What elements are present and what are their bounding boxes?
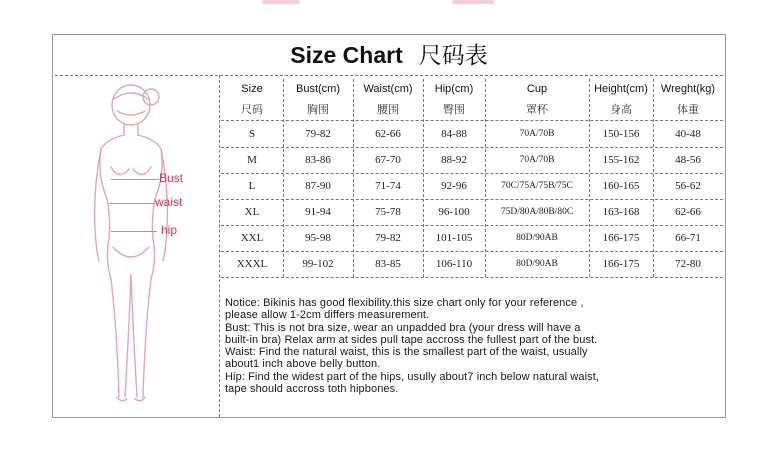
size-cell: L — [248, 180, 256, 192]
column-divider — [283, 79, 284, 277]
notes-line: Notice: Bikinis has good flexibility.this size chart only for your reference , — [225, 297, 584, 309]
table-cell: 79-82 — [375, 232, 401, 244]
table-cell: 56-62 — [675, 180, 701, 192]
bust-label: Bust — [159, 171, 184, 185]
table-cell: 101-105 — [435, 232, 473, 244]
column-subheader: 罩杯 — [526, 103, 548, 116]
column-divider — [423, 79, 424, 277]
table-cell: 163-168 — [602, 206, 640, 218]
table-cell: 71-74 — [375, 180, 401, 192]
notes-section — [225, 297, 723, 415]
table-cell: 96-100 — [438, 206, 470, 218]
table-cell: 106-110 — [435, 258, 473, 270]
size-cell: S — [248, 128, 256, 140]
table-cell: 83-85 — [375, 258, 401, 270]
size-cell: XXXL — [236, 258, 268, 270]
notes-line: please allow 1-2cm differs measurement. — [225, 309, 430, 322]
table-cell: 72-80 — [675, 258, 701, 270]
column-subheader: 尺码 — [241, 103, 263, 116]
title-chinese: 尺码表 — [418, 43, 488, 69]
notes-line: tape should accross toth hipbones. — [225, 383, 399, 396]
table-cell: 88-92 — [441, 154, 467, 166]
table-cell: 75D/80A/80B/80C — [500, 207, 574, 217]
table-cell: 79-82 — [305, 128, 331, 140]
table-cell: 99-102 — [302, 258, 334, 270]
table-cell: 166-175 — [602, 232, 640, 244]
table-cell: 155-162 — [602, 154, 640, 166]
column-divider — [485, 79, 486, 277]
size-cell: M — [247, 154, 257, 166]
table-cell: 80D/90AB — [516, 259, 558, 269]
column-subheader: 体重 — [677, 103, 699, 116]
table-cell: 62-66 — [675, 206, 701, 218]
notes-line: Hip: Find the widest part of the hips, usully about7 inch below natural waist, — [225, 370, 600, 383]
body-figure — [59, 79, 219, 409]
column-header: Cup — [526, 83, 548, 95]
table-cell: 83-86 — [305, 154, 331, 166]
table-cell: 70A/70B — [519, 155, 555, 165]
hip-guide-line — [111, 231, 157, 232]
table-cell: 87-90 — [305, 180, 331, 192]
column-header: Wreght(kg) — [660, 83, 716, 95]
column-subheader: 身高 — [610, 103, 632, 116]
column-divider — [589, 79, 590, 277]
column-divider — [653, 79, 654, 277]
column-header: Size — [241, 83, 263, 95]
page-title — [53, 37, 725, 73]
column-subheader: 臀围 — [443, 103, 465, 116]
size-cell: XXL — [240, 232, 264, 244]
column-subheader: 胸围 — [307, 103, 329, 116]
table-cell: 62-66 — [375, 128, 401, 140]
row-divider — [221, 277, 723, 278]
hip-label: hip — [161, 223, 178, 237]
table-cell: 91-94 — [305, 206, 331, 218]
column-divider — [353, 79, 354, 277]
table-cell: 92-96 — [441, 180, 467, 192]
table-cell: 40-48 — [675, 128, 701, 140]
table-cell: 95-98 — [305, 232, 331, 244]
table-cell: 160-165 — [602, 180, 640, 192]
waist-label: waist — [155, 195, 183, 209]
title-english: Size Chart — [290, 42, 403, 68]
waist-guide-line — [109, 203, 155, 204]
top-decoration-left — [262, 0, 300, 4]
size-chart-card — [52, 34, 726, 418]
size-cell: XL — [244, 206, 260, 218]
top-decoration-right — [452, 0, 494, 4]
table-cell: 75-78 — [375, 206, 401, 218]
table-cell: 67-70 — [375, 154, 401, 166]
notes-line: built-in bra) Relax arm at sides pull tape accross the fullest part of the bust. — [225, 333, 598, 346]
column-subheader: 腰围 — [377, 103, 399, 116]
table-cell: 70A/70B — [519, 129, 555, 139]
column-header: Waist(cm) — [363, 83, 413, 95]
notes-line: Bust: This is not bra size, wear an unpadded bra (your dress will have a — [225, 321, 581, 334]
bust-guide-line — [111, 179, 159, 180]
table-cell: 70C/75A/75B/75C — [501, 181, 573, 191]
notes-line: Waist: Find the natural waist, this is the smallest part of the waist, usually — [225, 346, 588, 359]
table-cell: 66-71 — [675, 232, 701, 244]
table-cell: 166-175 — [602, 258, 640, 270]
table-cell: 80D/90AB — [516, 233, 558, 243]
notes-line: about1 inch above belly button. — [225, 358, 381, 371]
title-divider — [55, 75, 723, 76]
table-cell: 150-156 — [602, 128, 640, 140]
figure-divider — [219, 75, 220, 417]
table-cell: 84-88 — [441, 128, 467, 140]
column-header: Bust(cm) — [296, 83, 340, 95]
column-header: Height(cm) — [594, 83, 648, 95]
column-header: Hip(cm) — [434, 83, 474, 95]
table-cell: 48-56 — [675, 154, 701, 166]
body-outline-illustration — [59, 79, 219, 409]
